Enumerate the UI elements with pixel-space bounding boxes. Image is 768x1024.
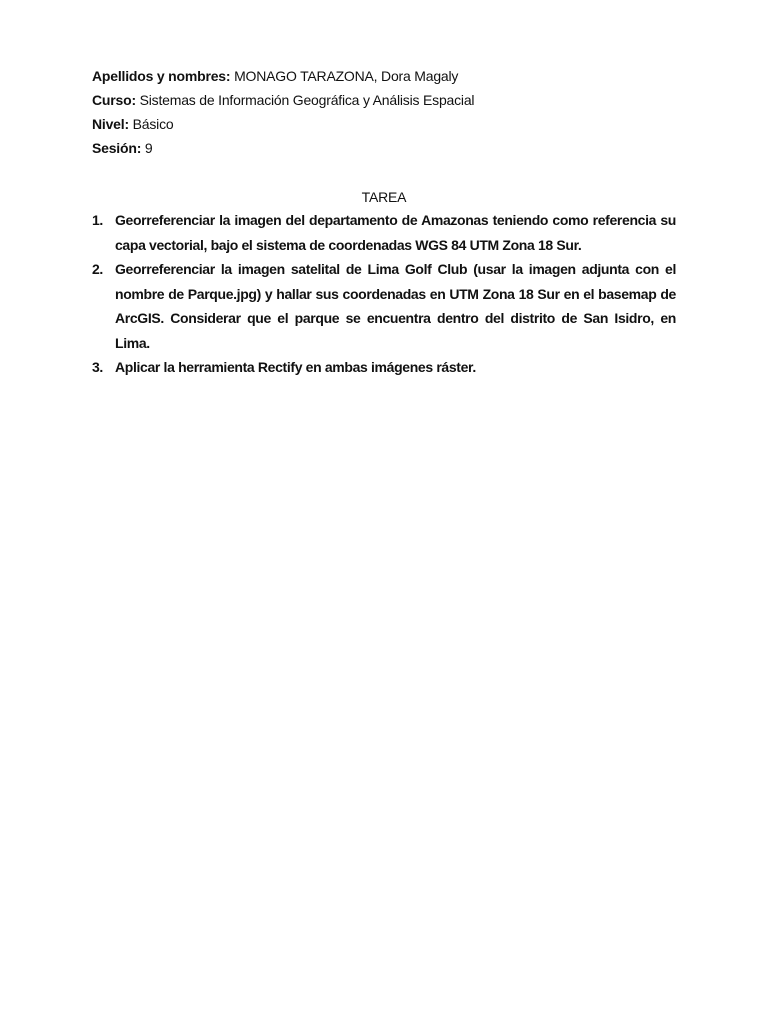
task-item (92, 208, 676, 257)
level-line (92, 112, 682, 136)
task-item-number: 1. (92, 212, 103, 228)
course-line (92, 88, 682, 112)
task-item-number: 2. (92, 261, 103, 277)
course-value: Sistemas de Información Geográfica y Análisis Espacial (139, 92, 475, 108)
task-item-text: Aplicar la herramienta Rectify en ambas imágenes ráster. (115, 359, 476, 375)
level-label: Nivel: (92, 116, 129, 132)
task-item-text: Georreferenciar la imagen del departamento de Amazonas teniendo como referencia su capa vectorial, bajo el sistema de coordenadas WGS 84 UTM Zona 18 Sur. (115, 212, 676, 253)
task-item (92, 257, 676, 355)
session-line (92, 136, 682, 160)
task-title: TAREA (361, 189, 407, 205)
student-name-value: MONAGO TARAZONA, Dora Magaly (234, 68, 459, 84)
student-name-line (92, 64, 682, 88)
document-header (92, 64, 682, 160)
task-item (92, 355, 676, 380)
session-label: Sesión: (92, 140, 142, 156)
level-value: Básico (132, 116, 174, 132)
task-item-text: Georreferenciar la imagen satelital de Lima Golf Club (usar la imagen adjunta con el nombre de Parque.jpg) y hallar sus coordenadas en UTM Zona 18 Sur en el basemap de ArcGIS. Considerar que el parque se encuentra dentro del distrito de San Isidro, en Lima. (115, 261, 676, 351)
student-name-label: Apellidos y nombres: (92, 68, 231, 84)
session-value: 9 (144, 140, 153, 156)
task-item-number: 3. (92, 359, 103, 375)
task-list (92, 208, 676, 380)
course-label: Curso: (92, 92, 136, 108)
